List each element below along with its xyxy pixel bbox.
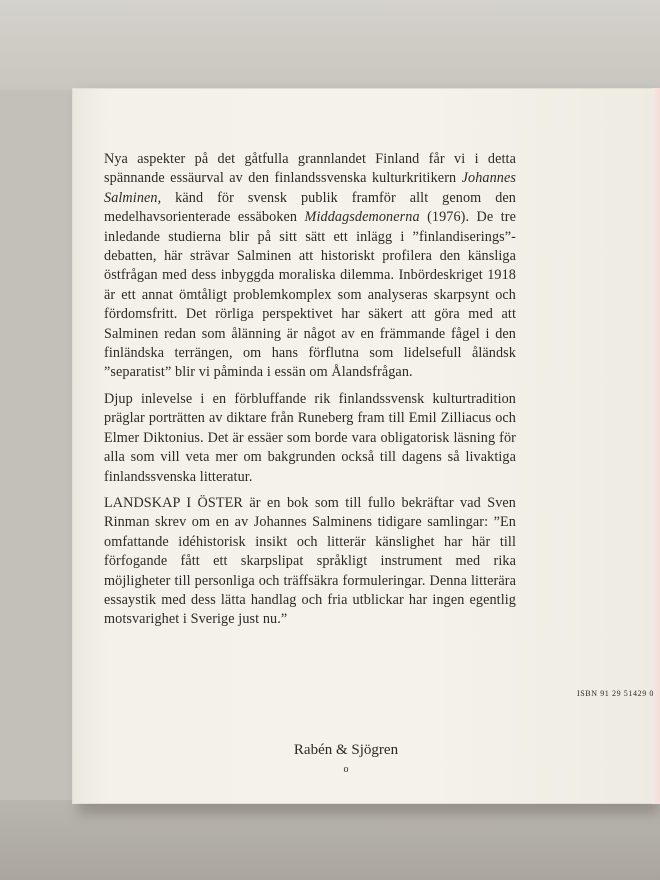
publisher-mark: o <box>343 764 349 775</box>
blurb-text: Nya aspekter på det gåtfulla grannlandet Finland får vi i detta spännande essäurval av den finlandssvenska kulturkritikern <box>104 151 516 187</box>
book-title: Middagsdemonerna <box>304 209 420 226</box>
blurb-paragraph-2: Djup inlevelse i en förbluffande rik finlandssvensk kulturtradition präglar porträtten av diktare från Runeberg fram till Emil Zilliacus och Elmer Diktonius. Det är essäer som borde vara obligatorisk läsning för alla som vill veta mer om bakgrunden också till dagens så livaktiga finlandssvenska litteratur. <box>104 390 516 485</box>
author-name: Johannes Salminen, <box>104 170 516 206</box>
blurb-text: (1976). De tre inledande studierna blir på sitt sätt ett inlägg i ”finlandiserings”-debatten, här strävar Salminen att historiskt profilera den känsliga östfrågan med dess inbyggda moraliska dilemma. Inbördeskriget 1918 är ett annat ömtåligt problemkomplex som analyseras skarpsynt och fördomsfritt. Det rörliga perspektivet har säkert att göra med att Salminen redan som ålänning är något av en främmande fågel i den finländska terrängen, om hans förflutna som lidelsefull åländsk ”separatist” blir vi påminda i essän om Ålandsfrågan. <box>104 209 516 381</box>
blurb-paragraph-1 <box>104 150 516 383</box>
publisher-name: Rabén & Sjögren <box>293 742 399 758</box>
blurb-paragraph-3: LANDSKAP I ÖSTER är en bok som till fullo bekräftar vad Sven Rinman skrev om en av Johannes Salminens tidigare samlingar: ”En omfattande idéhistorisk insikt och litterär känslighet har här till förfogande fått ett skarpslipat språkligt instrument med rika möjligheter till personliga och träffsäkra formuleringar. Denna litterära essaystik med dess lätta handlag och fria utblickar har ingen egentlig motsvarighet i Sverige just nu.” <box>104 494 516 628</box>
isbn: ISBN 91 29 51429 0 <box>576 689 654 698</box>
back-cover-blurb <box>104 150 516 637</box>
background-top <box>0 0 660 90</box>
blurb-text: känd för svensk publik framför allt genom den medelhavsorienterade essäboken <box>104 189 516 226</box>
